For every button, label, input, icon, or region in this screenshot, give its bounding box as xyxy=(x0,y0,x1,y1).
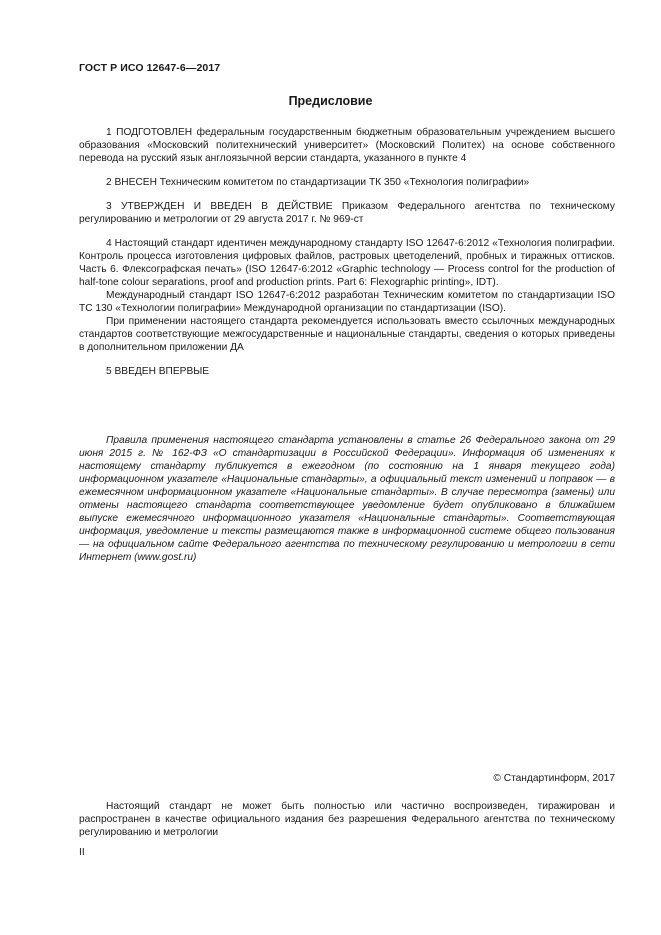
paragraph-3-approved: 3 УТВЕРЖДЕН И ВВЕДЕН В ДЕЙСТВИЕ Приказом Федерального агентства по техническому регулированию и метрологии от 29 августа 2017 г. № 969-ст xyxy=(79,201,615,225)
paragraph-4-identical: 4 Настоящий стандарт идентичен международному стандарту ISO 12647-6:2012 «Технология полиграфии. Контроль процесса изготовления цифровых файлов, растровых цветоделений, пробных и тиражных оттисков. Часть 6. Флексографская печать» (ISO 12647-6:2012 «Graphic technology — Process control for the production of half-tone colour separations, proof and production prints. Part 6: Flexographic printing», IDT). xyxy=(79,238,615,288)
paragraph-5-introduced: 5 ВВЕДЕН ВПЕРВЫЕ xyxy=(106,366,210,377)
page-number: II xyxy=(79,847,85,858)
paragraph-2-submitted: 2 ВНЕСЕН Техническим комитетом по стандартизации ТК 350 «Технология полиграфии» xyxy=(106,177,530,188)
paragraph-4-developer: Международный стандарт ISO 12647-6:2012 разработан Техническим комитетом по стандартизации ISO TC 130 «Технологии полиграфии» Международной организации по стандартизации (ISO). xyxy=(79,290,615,314)
copyright-line: © Стандартинформ, 2017 xyxy=(493,773,615,784)
foreword-body xyxy=(79,126,615,378)
page-title: Предисловие xyxy=(288,94,373,108)
rights-statement: Настоящий стандарт не может быть полностью или частично воспроизведен, тиражирован и распространен в качестве официального издания без разрешения Федерального агентства по техническому регулированию и метрологии xyxy=(79,801,615,838)
application-rules-notice: Правила применения настоящего стандарта установлены в статье 26 Федерального закона от 29 июня 2015 г. № 162-ФЗ «О стандартизации в Российской Федерации». Информация об изменениях к настоящему стандарту публикуется в ежегодном (по состоянию на 1 января текущего года) информационном указателе «Национальные стандарты», а официальный текст изменений и поправок — в ежемесячном информационном указателе «Национальные стандарты». В случае пересмотра (замены) или отмены настоящего стандарта соответствующее уведомление будет опубликовано в ближайшем выпуске ежемесячного информационного указателя «Национальные стандарты». Соответствующая информация, уведомление и тексты размещаются также в информационной системе общего пользования — на официальном сайте Федерального агентства по техническому регулированию и метрологии в сети Интернет (www.gost.ru) xyxy=(79,435,615,563)
document-header-id: ГОСТ Р ИСО 12647-6—2017 xyxy=(79,62,221,74)
paragraph-4-references: При применении настоящего стандарта рекомендуется использовать вместо ссылочных международных стандартов соответствующие межгосударственные и национальные стандарты, сведения о которых приведены в дополнительном приложении ДА xyxy=(79,316,615,353)
paragraph-1-prepared: 1 ПОДГОТОВЛЕН федеральным государственным бюджетным образовательным учреждением высшего образования «Московский политехнический университет» (Московский Политех) на основе собственного перевода на русский язык англоязычной версии стандарта, указанного в пункте 4 xyxy=(79,127,615,164)
